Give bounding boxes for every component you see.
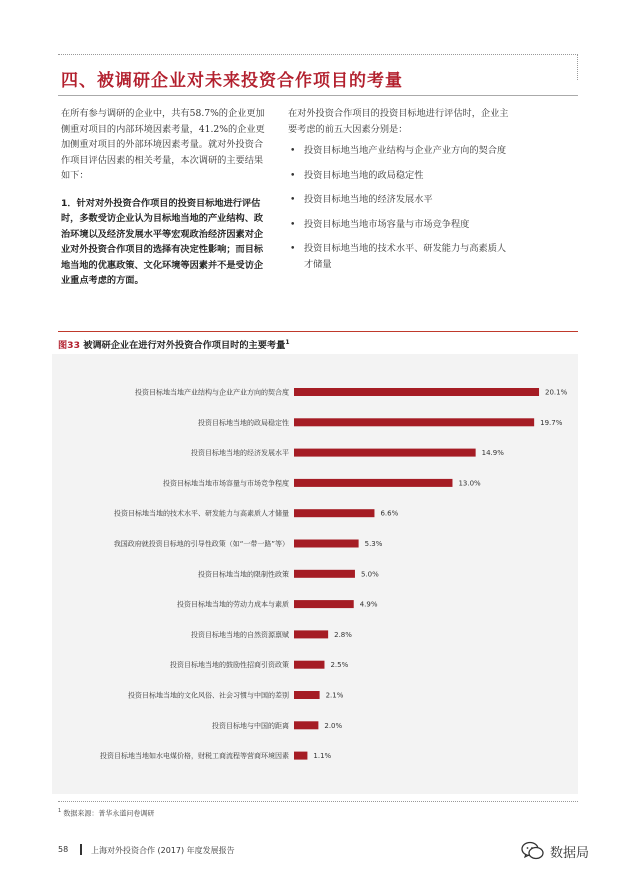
category-label: 投资目标地当地的技术水平、研发能力与高素质人才储量: [114, 509, 289, 518]
bullet-icon: •: [290, 145, 296, 156]
list-item: • 投资目标地当地的政局稳定性: [288, 168, 513, 184]
category-label: 投资目标地当地的限制性政策: [198, 570, 289, 579]
category-label: 投资目标地当地的政局稳定性: [198, 418, 289, 427]
footer-report-title: 上海对外投资合作 (2017) 年度发展报告: [91, 846, 235, 855]
intro-paragraph: 在所有参与调研的企业中，共有58.7%的企业更加侧重对项目的内部环境因素考量，41.2%的企业更加侧重对项目的外部环境因素考量。就对外投资合作项目评估因素的相关考量，本次调研的主要结果如下：: [61, 108, 265, 181]
value-label: 4.9%: [359, 600, 378, 609]
bar: [294, 449, 476, 457]
value-label: 2.1%: [325, 691, 344, 700]
footnote-text: 数据来源：普华永道问卷调研: [63, 809, 155, 818]
figure-divider: [58, 331, 578, 332]
list-item: • 投资目标地当地的技术水平、研发能力与高素质人才储量: [290, 243, 507, 270]
value-label: 14.9%: [481, 449, 504, 458]
bar: [294, 479, 452, 487]
value-label: 1.1%: [313, 752, 332, 761]
bar: [294, 721, 318, 729]
category-label: 投资目标地当地的劳动力成本与素质: [177, 600, 289, 609]
bar: [294, 570, 355, 578]
title-divider: [58, 95, 578, 96]
list-item: • 投资目标地当地产业结构与企业产业方向的契合度: [288, 143, 513, 159]
wechat-icon: [520, 838, 546, 864]
bar: [294, 600, 354, 608]
value-label: 20.1%: [545, 388, 568, 397]
right-column: [288, 106, 513, 281]
bullet-icon: •: [290, 169, 296, 181]
footnote-divider: [58, 801, 578, 802]
list-item: • 投资目标地当地的经济发展水平: [288, 192, 513, 208]
figure-caption: 被调研企业在进行对外投资合作项目时的主要考量: [83, 340, 286, 351]
value-label: 5.3%: [364, 540, 383, 548]
list-item: • 投资目标地当地市场容量与市场竞争程度: [288, 217, 513, 233]
category-label: 我国政府就投资目标地的引导性政策（如“一带一路”等）: [113, 540, 289, 548]
bar: [294, 540, 359, 548]
footnote: [58, 808, 154, 818]
bullet-icon: •: [290, 243, 296, 254]
value-label: 6.6%: [380, 509, 399, 518]
value-label: 2.5%: [330, 661, 349, 670]
bullet-icon: •: [290, 218, 296, 230]
bar: [294, 752, 307, 760]
bar: [294, 388, 539, 396]
top-factors-list: [288, 143, 513, 272]
bar: [294, 661, 324, 669]
bar: [294, 509, 374, 517]
top-right-dotted-border: [577, 54, 578, 80]
watermark: [520, 838, 589, 864]
bullet-icon: •: [290, 194, 296, 205]
bar: [294, 691, 320, 699]
value-label: 2.0%: [324, 721, 343, 730]
watermark-text: 数据局: [550, 845, 590, 861]
bar: [294, 630, 328, 638]
footnote-mark: 1: [58, 808, 62, 814]
category-label: 投资目标地当地产业结构与企业产业方向的契合度: [135, 388, 289, 397]
factors-intro: 在对外投资合作项目的投资目标地进行评估时，企业主要考虑的前五大因素分别是：: [288, 108, 509, 135]
top-dotted-border: [58, 54, 578, 55]
category-label: 投资目标地当地市场容量与市场竞争程度: [163, 479, 289, 488]
section-title: 四、被调研企业对未来投资合作项目的考量: [61, 71, 403, 91]
value-label: 13.0%: [458, 479, 481, 488]
category-label: 投资目标地当地的自然资源禀赋: [191, 630, 289, 639]
bar-chart: [52, 354, 578, 794]
left-column: [61, 106, 271, 289]
value-label: 5.0%: [360, 570, 379, 579]
footer-separator: [80, 844, 82, 855]
category-label: 投资目标地当地的文化风俗、社会习惯与中国的差别: [128, 691, 289, 700]
figure-title: [58, 337, 290, 351]
bar: [294, 418, 534, 426]
key-finding: 1．针对对外投资合作项目的投资目标地进行评估时，多数受访企业认为目标地当地的产业结构、政治环境以及经济发展水平等宏观政治经济因素对企业对外投资合作项目的选择有决定性影响；而目标地当地的优惠政策、文化环境等因素并不是受访企业重点考虑的方面。: [61, 197, 264, 286]
category-label: 投资目标地当地的经济发展水平: [191, 449, 289, 458]
value-label: 2.8%: [334, 630, 352, 639]
figure-number: 图33: [58, 340, 80, 351]
category-label: 投资目标地当地如水电煤价格，财税工商流程等营商环境因素: [100, 752, 289, 761]
value-label: 19.7%: [540, 418, 563, 427]
figure-footnote-mark: 1: [285, 338, 290, 346]
category-label: 投资目标地与中国的距离: [212, 721, 289, 730]
category-label: 投资目标地当地的鼓励性招商引资政策: [170, 661, 289, 670]
page-number: 58: [58, 845, 69, 854]
